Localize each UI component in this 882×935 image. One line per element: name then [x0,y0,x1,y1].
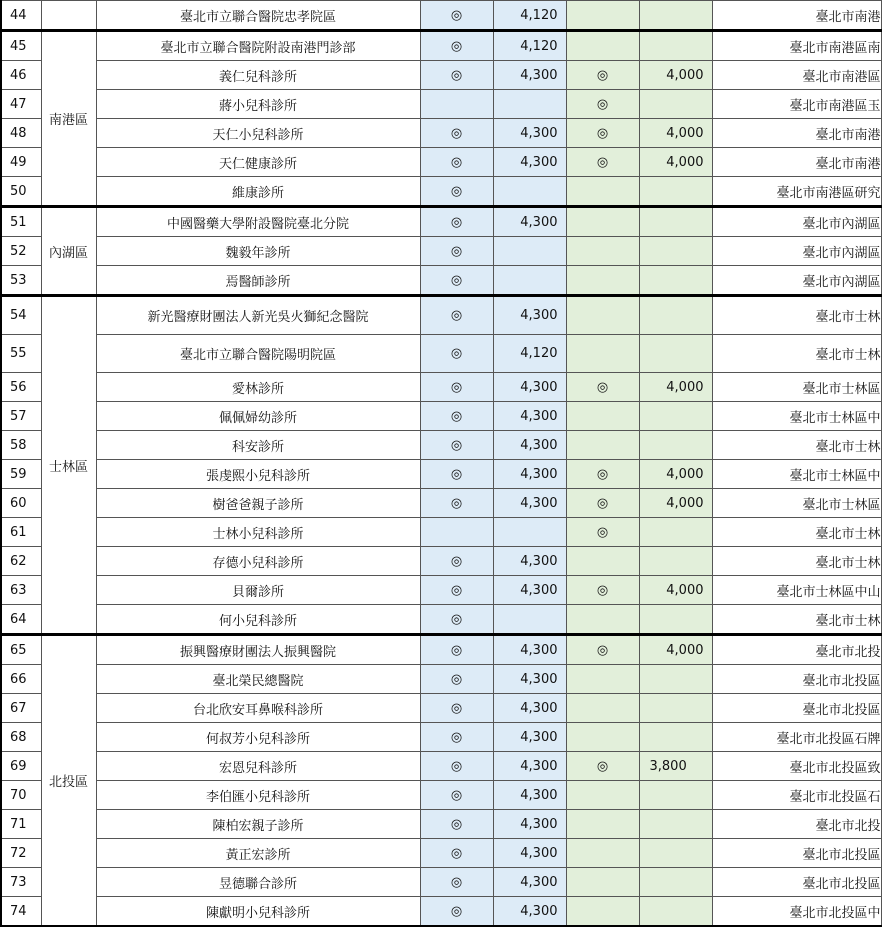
vaccine-a-mark: ◎ [420,237,493,266]
clinic-address: 臺北市南港區玉 [712,90,881,119]
vaccine-a-mark: ◎ [420,489,493,518]
row-number: 58 [1,431,41,460]
vaccine-b-price [639,694,712,723]
clinic-name: 貝爾診所 [96,576,420,605]
table-row [1,61,881,90]
clinic-address: 臺北市士林 [712,547,881,576]
table-row [1,518,881,547]
clinic-address: 臺北市士林 [712,605,881,635]
row-number: 54 [1,296,41,335]
vaccine-b-mark [566,694,639,723]
row-number: 72 [1,839,41,868]
vaccine-a-price: 4,300 [493,810,566,839]
table-row [1,237,881,266]
vaccine-a-mark: ◎ [420,119,493,148]
vaccine-a-price: 4,300 [493,547,566,576]
vaccine-a-mark: ◎ [420,296,493,335]
vaccine-b-mark: ◎ [566,148,639,177]
table-row [1,665,881,694]
table-row [1,868,881,897]
clinic-name: 愛林診所 [96,373,420,402]
vaccine-b-price [639,90,712,119]
clinic-address: 臺北市士林區中山 [712,576,881,605]
table-row [1,373,881,402]
vaccine-a-mark: ◎ [420,605,493,635]
clinic-name: 陳柏宏親子診所 [96,810,420,839]
clinic-name: 宏恩兒科診所 [96,752,420,781]
vaccine-b-price [639,402,712,431]
vaccine-a-mark: ◎ [420,694,493,723]
vaccine-b-mark [566,810,639,839]
vaccine-b-price [639,237,712,266]
vaccine-a-price [493,605,566,635]
vaccine-b-mark: ◎ [566,635,639,665]
vaccine-a-price: 4,120 [493,1,566,31]
clinic-name: 李伯匯小兒科診所 [96,781,420,810]
table-row [1,635,881,665]
table-row [1,810,881,839]
clinic-address: 臺北市內湖區 [712,266,881,296]
table-row [1,576,881,605]
table-row [1,839,881,868]
district-cell: 北投區 [41,635,96,927]
vaccine-a-mark: ◎ [420,723,493,752]
clinic-name: 維康診所 [96,177,420,207]
vaccine-b-price: 4,000 [639,148,712,177]
vaccine-a-price: 4,300 [493,148,566,177]
row-number: 61 [1,518,41,547]
vaccine-b-price [639,839,712,868]
vaccine-b-mark [566,402,639,431]
table-row [1,694,881,723]
row-number: 59 [1,460,41,489]
vaccine-a-price: 4,300 [493,665,566,694]
vaccine-a-mark: ◎ [420,897,493,927]
vaccine-b-mark [566,547,639,576]
clinic-address: 臺北市北投區中 [712,897,881,927]
clinic-address: 臺北市南港 [712,119,881,148]
vaccine-a-price: 4,300 [493,61,566,90]
district-cell: 內湖區 [41,207,96,296]
clinic-name: 士林小兒科診所 [96,518,420,547]
row-number: 71 [1,810,41,839]
clinic-name: 何叔芳小兒科診所 [96,723,420,752]
table-row [1,335,881,373]
vaccine-a-price [493,518,566,547]
clinic-address: 臺北市士林 [712,431,881,460]
vaccine-b-mark: ◎ [566,61,639,90]
vaccine-b-price: 4,000 [639,576,712,605]
vaccine-a-price: 4,300 [493,868,566,897]
vaccine-a-mark: ◎ [420,868,493,897]
clinic-address: 臺北市北投區 [712,839,881,868]
clinic-name: 存德小兒科診所 [96,547,420,576]
clinic-address: 臺北市南港區南 [712,31,881,61]
vaccine-a-mark: ◎ [420,781,493,810]
vaccine-a-price [493,237,566,266]
vaccine-a-price [493,266,566,296]
vaccine-b-mark [566,665,639,694]
vaccine-b-price [639,897,712,927]
vaccine-b-mark [566,868,639,897]
vaccine-b-price [639,177,712,207]
vaccine-b-price [639,810,712,839]
vaccine-b-price [639,518,712,547]
vaccine-b-mark [566,335,639,373]
clinic-name: 何小兒科診所 [96,605,420,635]
clinic-address: 臺北市北投區致 [712,752,881,781]
vaccine-b-mark: ◎ [566,460,639,489]
vaccine-a-price: 4,300 [493,694,566,723]
row-number: 47 [1,90,41,119]
row-number: 64 [1,605,41,635]
vaccine-a-mark: ◎ [420,665,493,694]
vaccine-b-mark: ◎ [566,119,639,148]
vaccine-b-price [639,1,712,31]
vaccine-a-mark: ◎ [420,1,493,31]
vaccine-b-price: 4,000 [639,489,712,518]
vaccine-a-price: 4,300 [493,897,566,927]
vaccine-a-mark: ◎ [420,635,493,665]
table-row [1,31,881,61]
row-number: 67 [1,694,41,723]
table-row [1,266,881,296]
row-number: 51 [1,207,41,237]
vaccine-a-mark: ◎ [420,547,493,576]
clinic-address: 臺北市南港區研究 [712,177,881,207]
row-number: 69 [1,752,41,781]
vaccine-b-mark: ◎ [566,90,639,119]
vaccine-a-mark: ◎ [420,460,493,489]
vaccine-b-mark [566,839,639,868]
clinic-address: 臺北市北投區石 [712,781,881,810]
table-row [1,296,881,335]
vaccine-b-price [639,431,712,460]
clinic-address: 臺北市士林 [712,518,881,547]
row-number: 73 [1,868,41,897]
vaccine-a-price: 4,300 [493,635,566,665]
clinic-name: 振興醫療財團法人振興醫院 [96,635,420,665]
vaccine-a-price: 4,120 [493,335,566,373]
clinic-name: 臺北市立聯合醫院陽明院區 [96,335,420,373]
vaccine-b-price: 3,800 [639,752,712,781]
clinic-address: 臺北市士林區中 [712,460,881,489]
clinic-name: 臺北市立聯合醫院附設南港門診部 [96,31,420,61]
vaccine-a-price: 4,300 [493,373,566,402]
table-row [1,431,881,460]
vaccine-b-price [639,335,712,373]
table-row [1,402,881,431]
vaccine-b-mark [566,781,639,810]
clinic-address: 臺北市士林區中 [712,402,881,431]
vaccine-b-price [639,296,712,335]
row-number: 48 [1,119,41,148]
clinic-address: 臺北市士林區 [712,489,881,518]
clinic-name: 科安診所 [96,431,420,460]
row-number: 57 [1,402,41,431]
clinic-name: 陳獻明小兒科診所 [96,897,420,927]
vaccine-a-price [493,90,566,119]
row-number: 60 [1,489,41,518]
vaccine-a-mark: ◎ [420,61,493,90]
vaccine-a-price [493,177,566,207]
vaccine-a-mark: ◎ [420,752,493,781]
vaccine-a-mark: ◎ [420,31,493,61]
clinic-name: 新光醫療財團法人新光吳火獅紀念醫院 [96,296,420,335]
vaccine-b-mark [566,266,639,296]
clinic-name: 焉醫師診所 [96,266,420,296]
vaccine-b-price: 4,000 [639,460,712,489]
vaccine-a-mark: ◎ [420,402,493,431]
vaccine-b-mark: ◎ [566,373,639,402]
vaccine-b-mark [566,177,639,207]
vaccine-b-price [639,266,712,296]
vaccine-a-price: 4,300 [493,781,566,810]
vaccine-a-mark: ◎ [420,576,493,605]
clinic-address: 臺北市內湖區 [712,207,881,237]
clinic-name: 臺北市立聯合醫院忠孝院區 [96,1,420,31]
row-number: 50 [1,177,41,207]
vaccine-b-price [639,665,712,694]
table-body [1,1,881,927]
vaccine-a-price: 4,300 [493,752,566,781]
clinic-address: 臺北市士林 [712,296,881,335]
table-row [1,547,881,576]
vaccine-a-price: 4,300 [493,489,566,518]
table-row [1,177,881,207]
clinic-name: 魏毅年診所 [96,237,420,266]
row-number: 53 [1,266,41,296]
table-row [1,781,881,810]
clinic-name: 昱德聯合診所 [96,868,420,897]
vaccine-b-mark [566,605,639,635]
vaccine-b-price: 4,000 [639,635,712,665]
vaccine-a-price: 4,300 [493,119,566,148]
row-number: 44 [1,1,41,31]
row-number: 66 [1,665,41,694]
clinic-address: 臺北市北投區石牌 [712,723,881,752]
clinic-address: 臺北市南港區 [712,61,881,90]
vaccine-b-price [639,868,712,897]
clinic-name: 台北欣安耳鼻喉科診所 [96,694,420,723]
table-row [1,207,881,237]
clinic-name: 佩佩婦幼診所 [96,402,420,431]
clinic-address: 臺北市內湖區 [712,237,881,266]
vaccine-a-mark [420,518,493,547]
table-row [1,1,881,31]
clinic-address: 臺北市北投區 [712,868,881,897]
vaccine-a-price: 4,300 [493,296,566,335]
district-cell: 士林區 [41,296,96,635]
clinic-name: 黃正宏診所 [96,839,420,868]
vaccine-a-mark: ◎ [420,207,493,237]
vaccine-b-price [639,723,712,752]
row-number: 70 [1,781,41,810]
vaccine-a-price: 4,300 [493,723,566,752]
vaccine-b-mark [566,237,639,266]
table-row [1,90,881,119]
vaccine-b-price [639,605,712,635]
vaccine-b-price: 4,000 [639,373,712,402]
vaccine-a-mark: ◎ [420,373,493,402]
vaccine-a-price: 4,300 [493,576,566,605]
table-row [1,752,881,781]
clinic-name: 中國醫藥大學附設醫院臺北分院 [96,207,420,237]
clinic-name: 蔣小兒科診所 [96,90,420,119]
vaccine-b-price [639,781,712,810]
row-number: 45 [1,31,41,61]
table-row [1,723,881,752]
vaccine-a-mark: ◎ [420,839,493,868]
clinic-address: 臺北市北投 [712,810,881,839]
vaccine-b-mark [566,207,639,237]
vaccine-b-mark: ◎ [566,518,639,547]
vaccine-a-mark: ◎ [420,431,493,460]
vaccine-a-price: 4,300 [493,207,566,237]
vaccine-b-price [639,547,712,576]
vaccine-a-mark [420,90,493,119]
row-number: 49 [1,148,41,177]
row-number: 62 [1,547,41,576]
table-row [1,119,881,148]
vaccine-a-price: 4,300 [493,460,566,489]
district-cell: 南港區 [41,31,96,207]
row-number: 52 [1,237,41,266]
clinic-name: 天仁小兒科診所 [96,119,420,148]
row-number: 68 [1,723,41,752]
clinic-address: 臺北市士林 [712,335,881,373]
vaccine-a-mark: ◎ [420,335,493,373]
vaccine-b-mark [566,431,639,460]
clinic-name: 樹爸爸親子診所 [96,489,420,518]
row-number: 46 [1,61,41,90]
vaccine-b-price [639,31,712,61]
vaccine-a-price: 4,300 [493,431,566,460]
vaccine-a-price: 4,120 [493,31,566,61]
clinic-name: 義仁兒科診所 [96,61,420,90]
clinic-address: 臺北市士林區 [712,373,881,402]
row-number: 63 [1,576,41,605]
row-number: 74 [1,897,41,927]
vaccine-a-mark: ◎ [420,177,493,207]
row-number: 55 [1,335,41,373]
clinic-name: 天仁健康診所 [96,148,420,177]
vaccine-b-mark: ◎ [566,752,639,781]
vaccine-b-mark [566,897,639,927]
vaccine-a-price: 4,300 [493,839,566,868]
clinic-address: 臺北市北投 [712,635,881,665]
vaccine-b-mark [566,1,639,31]
table-row [1,489,881,518]
vaccine-a-mark: ◎ [420,148,493,177]
clinic-address: 臺北市南港 [712,1,881,31]
vaccine-b-price: 4,000 [639,119,712,148]
clinic-address: 臺北市北投區 [712,694,881,723]
clinic-name: 臺北榮民總醫院 [96,665,420,694]
vaccine-a-mark: ◎ [420,266,493,296]
table-row [1,460,881,489]
vaccine-b-price [639,207,712,237]
vaccine-b-price: 4,000 [639,61,712,90]
vaccine-b-mark [566,31,639,61]
row-number: 65 [1,635,41,665]
table-row [1,605,881,635]
row-number: 56 [1,373,41,402]
table-row [1,148,881,177]
clinic-address: 臺北市北投區 [712,665,881,694]
table-row [1,897,881,927]
vaccine-b-mark: ◎ [566,489,639,518]
vaccine-a-mark: ◎ [420,810,493,839]
vaccine-b-mark [566,296,639,335]
vaccine-a-price: 4,300 [493,402,566,431]
clinic-address: 臺北市南港 [712,148,881,177]
vaccine-b-mark [566,723,639,752]
district-cell [41,1,96,31]
vaccine-b-mark: ◎ [566,576,639,605]
clinic-name: 張虔熙小兒科診所 [96,460,420,489]
